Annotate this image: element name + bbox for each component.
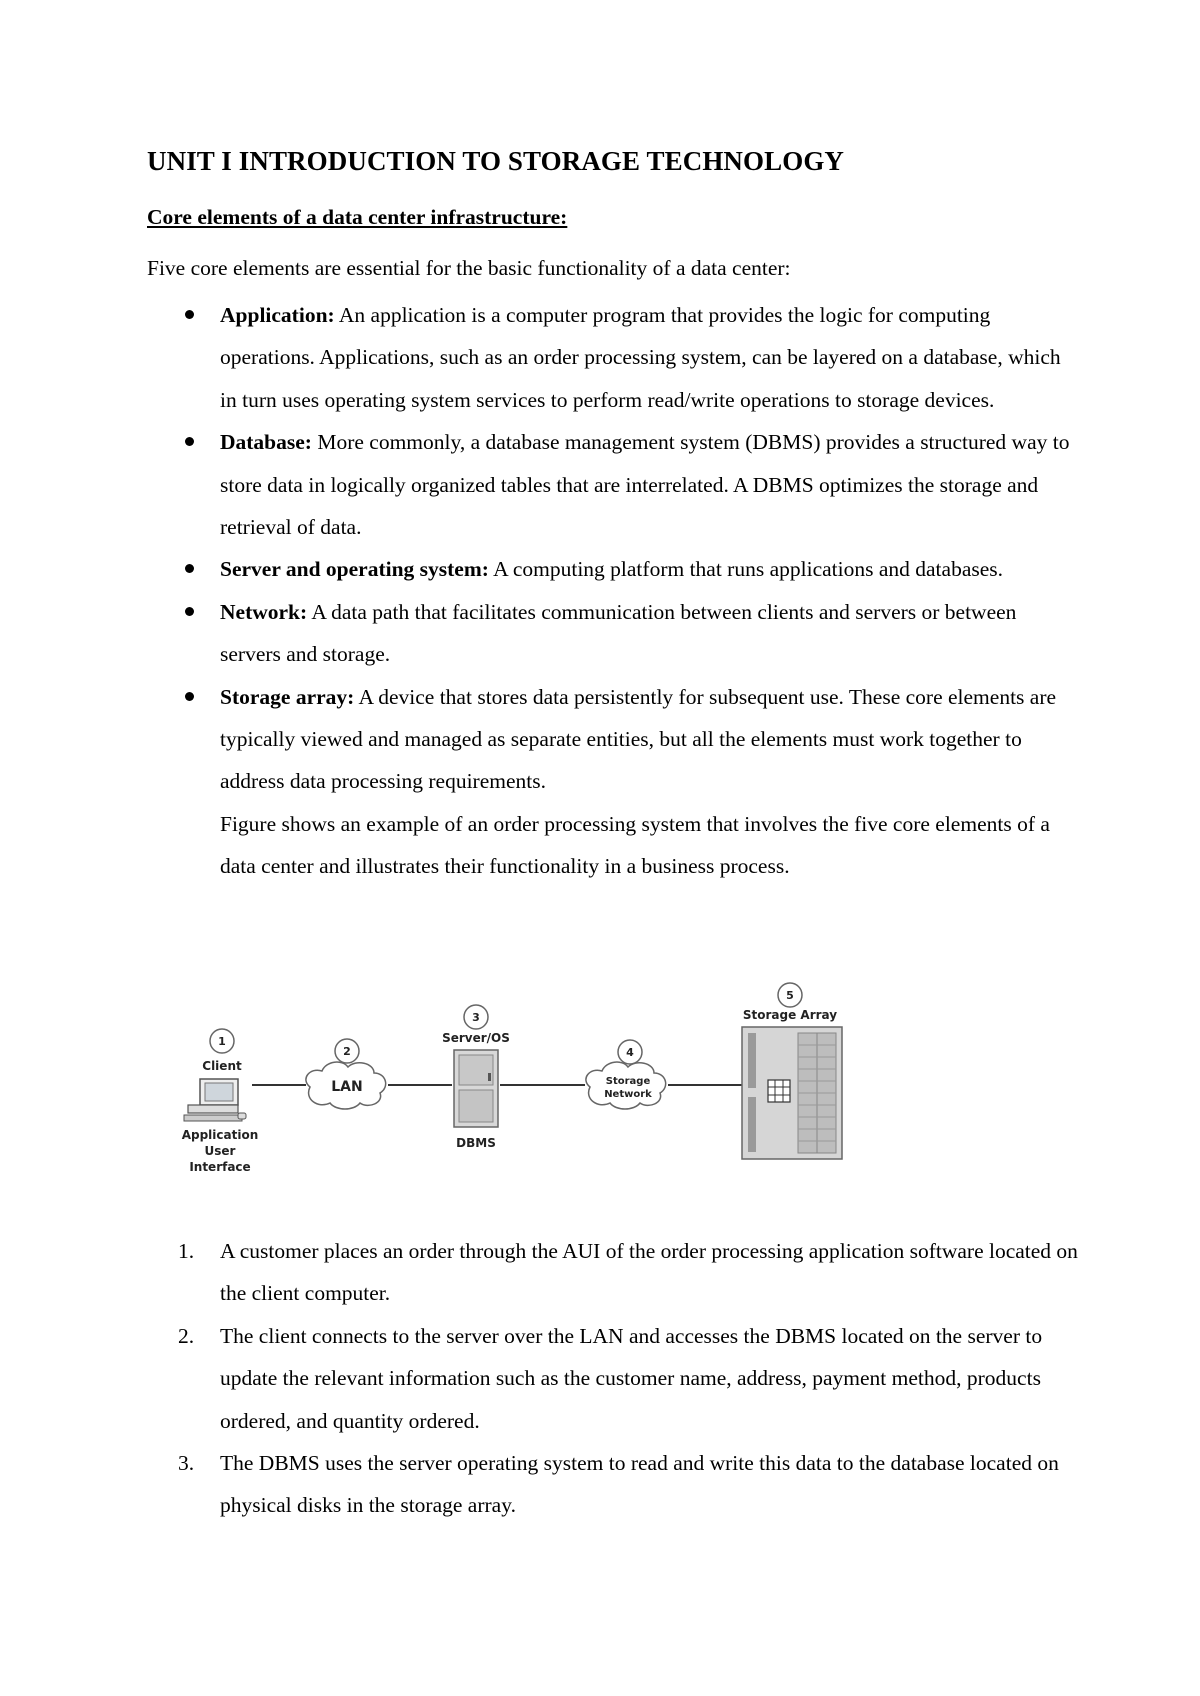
server-sublabel: DBMS [456, 1136, 496, 1150]
page-title: UNIT I INTRODUCTION TO STORAGE TECHNOLOGY [147, 146, 845, 176]
definition: A data path that facilitates communication between clients and servers or between servers and storage. [220, 599, 1017, 667]
step-number: 1. [178, 1239, 195, 1263]
list-item [220, 591, 1080, 676]
storage-network-number: 4 [626, 1046, 634, 1059]
storage-network-label-line: Network [604, 1089, 652, 1100]
client-node [182, 1029, 259, 1174]
step-number: 2. [178, 1323, 195, 1348]
step-text: The DBMS uses the server operating system to read and write this data to the database located on physical disks in the storage array. [220, 1451, 1059, 1518]
term: Storage array: [220, 684, 355, 709]
lan-label: LAN [331, 1079, 363, 1095]
server-label: Server/OS [442, 1031, 510, 1045]
step-text: A customer places an order through the AUI of the order processing application software located on the client computer. [220, 1239, 1078, 1306]
definition: A device that stores data persistently for subsequent use. These core elements are typically viewed and managed as separate entities, but all the elements must work together to address data processing requirements. [220, 684, 1057, 794]
server-icon [454, 1050, 498, 1127]
client-sublabel-line: Interface [189, 1160, 251, 1174]
figure-note: Figure shows an example of an order processing system that involves the five core elements of a data center and illustrates their functionality in a business process. [220, 811, 1050, 879]
definition: An application is a computer program that provides the logic for computing operations. Applications, such as an order processing system, can be layered on a database, which in turn uses operating system services to perform read/write operations to storage devices. [220, 303, 1061, 412]
list-item [178, 1315, 1080, 1442]
data-center-diagram [170, 975, 870, 1180]
process-steps-list [178, 1230, 1080, 1527]
server-node [442, 1005, 510, 1150]
storage-network-node [586, 1040, 666, 1109]
intro-paragraph: Five core elements are essential for the basic functionality of a data center: [147, 256, 791, 280]
client-label: Client [202, 1059, 242, 1073]
core-elements-list [220, 294, 1080, 888]
lan-node [306, 1039, 386, 1109]
definition: More commonly, a database management system (DBMS) provides a structured way to store data in logically organized tables that are interrelated. A DBMS optimizes the storage and retrieval of data. [220, 430, 1070, 540]
client-sublabel-line: Application [181, 1128, 259, 1142]
list-item [220, 421, 1080, 548]
list-item [178, 1442, 1080, 1527]
list-item [220, 548, 1080, 590]
storage-array-node [742, 983, 842, 1159]
computer-icon [184, 1079, 246, 1121]
storage-array-icon [742, 1027, 842, 1159]
list-item [178, 1230, 1080, 1315]
definition: A computing platform that runs applications and databases. [488, 557, 1004, 582]
list-item [220, 676, 1080, 803]
step-number: 3. [178, 1451, 195, 1476]
step-text: The client connects to the server over the LAN and accesses the DBMS located on the server to update the relevant information such as the customer name, address, payment method, products ordered, and quantity ordered. [220, 1323, 1043, 1433]
section-heading: Core elements of a data center infrastructure: [147, 205, 568, 229]
lan-number: 2 [343, 1045, 351, 1058]
term: Server and operating system: [220, 557, 489, 582]
storage-array-label: Storage Array [742, 1008, 838, 1022]
list-item [220, 294, 1080, 421]
client-sublabel-line: User [204, 1144, 236, 1158]
term: Database: [220, 430, 312, 455]
term: Application: [220, 303, 335, 327]
storage-array-number: 5 [786, 989, 794, 1002]
term: Network: [220, 599, 308, 624]
client-number: 1 [218, 1035, 226, 1048]
server-number: 3 [472, 1011, 480, 1024]
storage-network-label-line: Storage [605, 1076, 651, 1087]
